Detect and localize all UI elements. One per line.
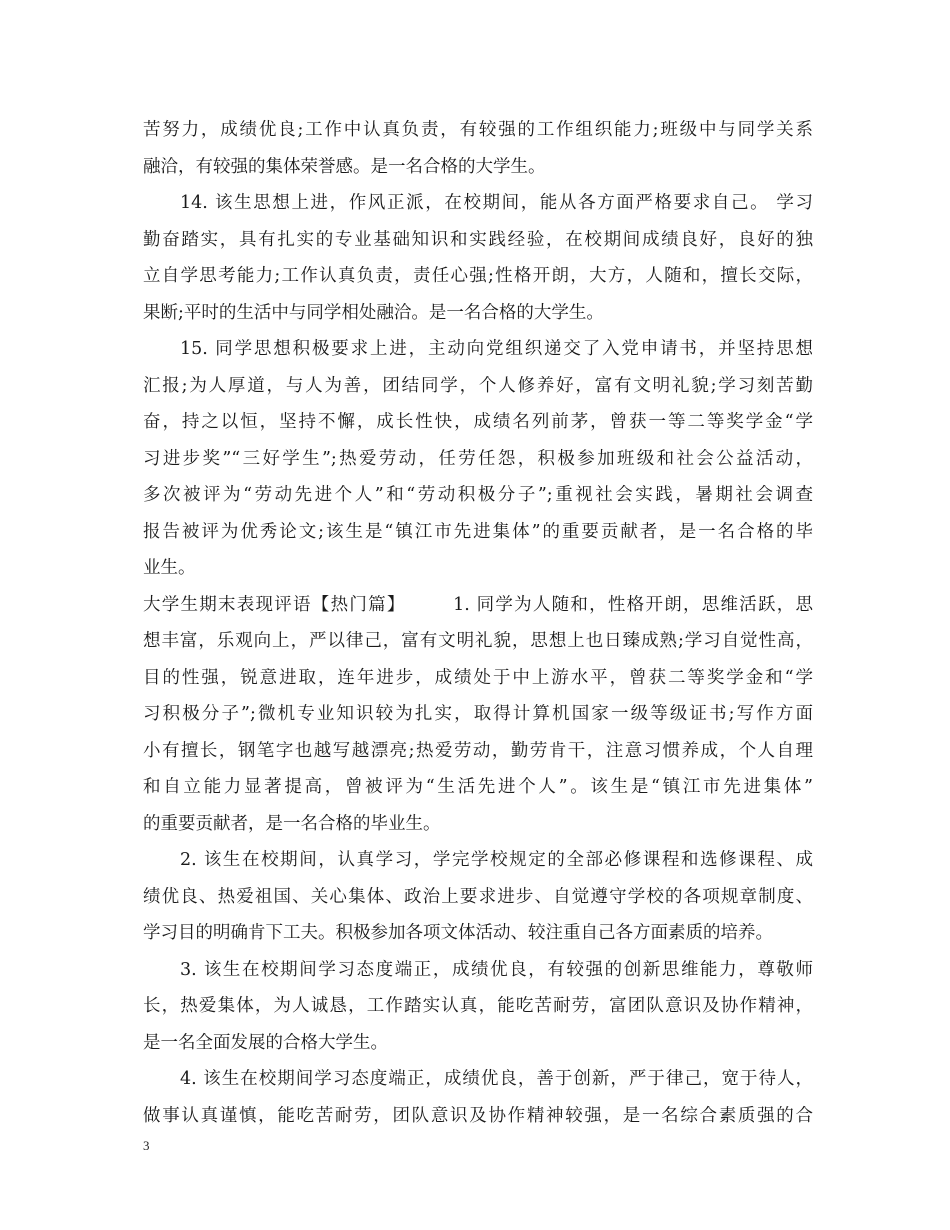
text-line: 大学生期末表现评语【热门篇】 1. 同学为人随和，性格开朗，思维活跃，思 xyxy=(143,594,813,615)
text-line: 小有擅长，钢笔字也越写越漂亮;热爱劳动，勤劳肯干，注意习惯养成，个人自理 xyxy=(143,740,813,761)
text-line: 3. 该生在校期间学习态度端正，成绩优良，有较强的创新思维能力，尊敬师 xyxy=(180,959,813,980)
text-line: 苦努力，成绩优良;工作中认真负责，有较强的工作组织能力;班级中与同学关系 xyxy=(143,120,813,140)
text-line: 习积极分子”;微机专业知识较为扎实，取得计算机国家一级等级证书;写作方面 xyxy=(143,704,813,724)
text-line: 和自立能力显著提高，曾被评为“生活先进个人”。该生是“镇江市先进集体” xyxy=(143,777,813,797)
text-line: 勤奋踏实，具有扎实的专业基础知识和实践经验，在校期间成绩良好，良好的独 xyxy=(143,229,813,250)
text-line: 果断;平时的生活中与同学相处融洽。是一名合格的大学生。 xyxy=(143,302,604,323)
text-line: 做事认真谨慎，能吃苦耐劳，团队意识及协作精神较强，是一名综合素质强的合 xyxy=(143,1105,813,1126)
text-line: 奋，持之以恒，坚持不懈，成长性快，成绩名列前茅，曾获一等二等奖学金“学 xyxy=(143,412,813,432)
text-line: 报告被评为优秀论文;该生是“镇江市先进集体”的重要贡献者，是一名合格的毕 xyxy=(143,521,813,542)
text-line: 汇报;为人厚道，与人为善，团结同学，个人修养好，富有文明礼貌;学习刻苦勤 xyxy=(143,375,813,396)
text-line: 2. 该生在校期间，认真学习，学完学校规定的全部必修课程和选修课程、成 xyxy=(180,850,813,870)
text-line: 是一名全面发展的合格大学生。 xyxy=(143,1032,388,1053)
text-line: 15. 同学思想积极要求上进，主动向党组织递交了入党申请书，并坚持思想 xyxy=(180,339,813,359)
page-number: 3 xyxy=(143,1138,150,1153)
text-line: 学习目的明确肯下工夫。积极参加各项文体活动、较注重自己各方面素质的培养。 xyxy=(143,923,773,943)
text-line: 14. 该生思想上进，作风正派，在校期间，能从各方面严格要求自己。 学习 xyxy=(180,193,813,213)
text-line: 习进步奖”“三好学生”;热爱劳动，任劳任怨，积极参加班级和社会公益活动， xyxy=(143,448,813,469)
text-line: 长，热爱集体，为人诚恳，工作踏实认真，能吃苦耐劳，富团队意识及协作精神， xyxy=(143,996,813,1016)
document-body xyxy=(143,112,813,1134)
text-line: 立自学思考能力;工作认真负责，责任心强;性格开朗，大方，人随和，擅长交际， xyxy=(143,266,813,286)
text-line: 4. 该生在校期间学习态度端正，成绩优良，善于创新，严于律己，宽于待人， xyxy=(180,1069,813,1089)
text-line: 业生。 xyxy=(143,558,196,578)
text-line: 多次被评为“劳动先进个人”和“劳动积极分子”;重视社会实践，暑期社会调查 xyxy=(143,485,813,505)
text-line: 的重要贡献者，是一名合格的毕业生。 xyxy=(143,813,441,834)
text-line: 想丰富，乐观向上，严以律己，富有文明礼貌，思想上也日臻成熟;学习自觉性高， xyxy=(143,631,813,651)
text-line: 绩优良、热爱祖国、关心集体、政治上要求进步、自觉遵守学校的各项规章制度、 xyxy=(143,886,813,907)
text-line: 融洽，有较强的集体荣誉感。是一名合格的大学生。 xyxy=(143,156,546,177)
text-line: 目的性强，锐意进取，连年进步，成绩处于中上游水平，曾获二等奖学金和“学 xyxy=(143,667,813,688)
